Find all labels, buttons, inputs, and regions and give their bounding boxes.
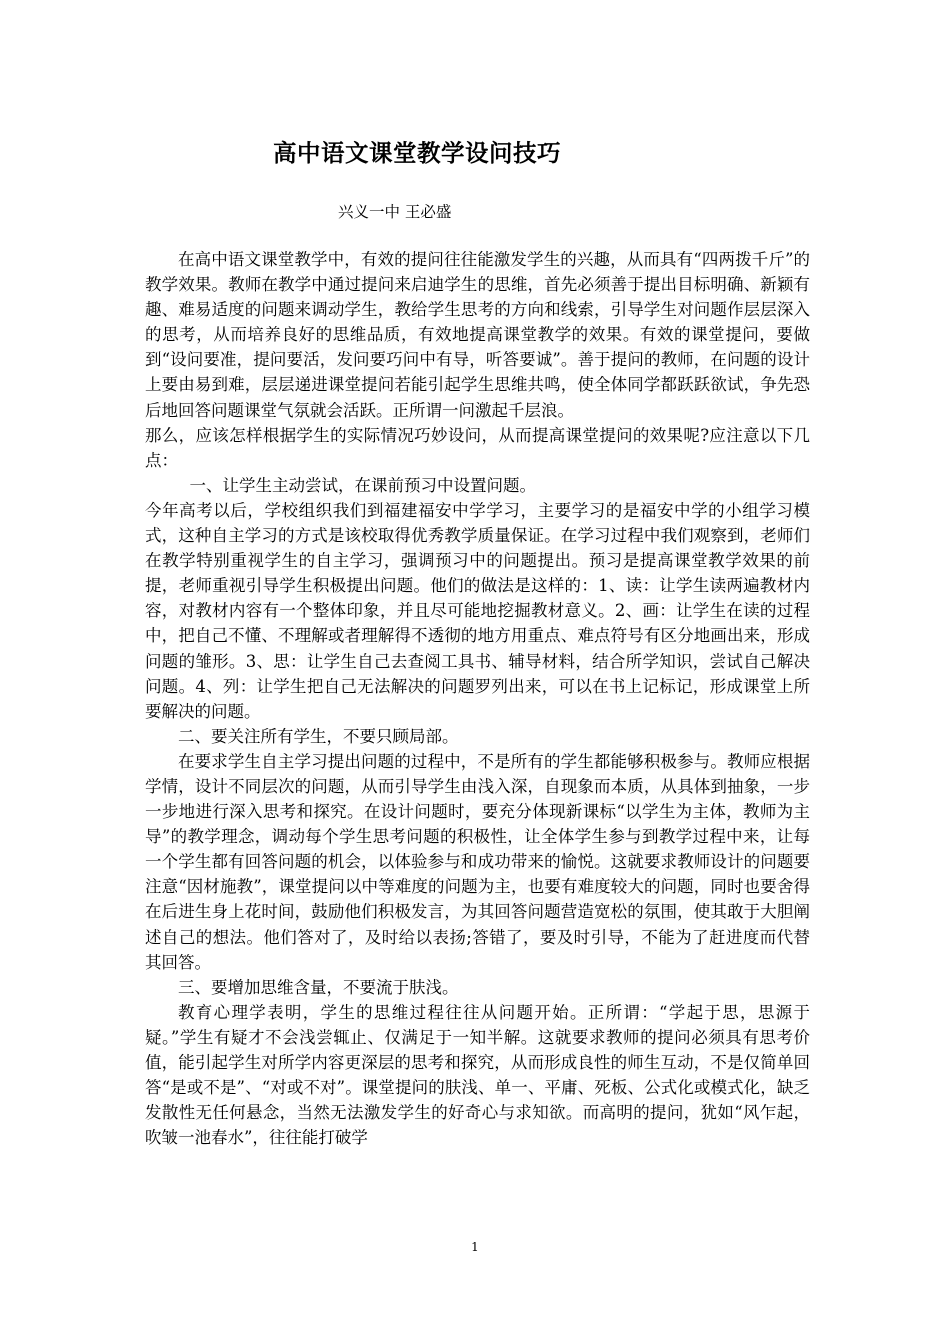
- section-heading-3: 三、要增加思维含量，不要流于肤浅。: [178, 977, 459, 997]
- author-line: 兴义一中 王必盛: [338, 203, 452, 221]
- document-body: [145, 247, 810, 1150]
- paragraph-section-2: 在要求学生自主学习提出问题的过程中，不是所有的学生都能够积极参与。教师应根据学情，设计不同层次的问题，从而引导学生由浅入深，自现象而本质，从具体到抽象，一步一步地进行深入思考和探究。在设计问题时，要充分体现新课标“以学生为主体，教师为主导”的教学理念，调动每个学生思考问题的积极性，让全体学生参与到教学过程中来，让每一个学生都有回答问题的机会，以体验参与和成功带来的愉悦。这就要求教师设计的问题要注意“因材施教”，课堂提问以中等难度的问题为主，也要有难度较大的问题，同时也要舍得在后进生身上花时间，鼓励他们积极发言，为其回答问题营造宽松的氛围，使其敢于大胆阐述自己的想法。他们答对了，及时给以表扬;答错了，要及时引导，不能为了赶进度而代替其回答。: [145, 751, 810, 972]
- page-number: 1: [471, 1240, 479, 1254]
- section-heading-1: 一、让学生主动尝试，在课前预习中设置问题。: [189, 475, 537, 495]
- document-title: 高中语文课堂教学设问技巧: [273, 139, 561, 167]
- section-heading-2: 二、要关注所有学生，不要只顾局部。: [178, 726, 459, 746]
- paragraph-section-3: 教育心理学表明，学生的思维过程往往从问题开始。正所谓：“学起于思，思源于疑。”学生有疑才不会浅尝辄止、仅满足于一知半解。这就要求教师的提问必须具有思考价值，能引起学生对所学内容更深层的思考和探究，从而形成良性的师生互动，不是仅简单回答“是或不是”、“对或不对”。课堂提问的肤浅、单一、平庸、死板、公式化或模式化，缺乏发散性无任何悬念，当然无法激发学生的好奇心与求知欲。而高明的提问，犹如“风乍起，吹皱一池春水”，往往能打破学: [145, 1002, 810, 1148]
- paragraph-section-1: 今年高考以后，学校组织我们到福建福安中学学习，主要学习的是福安中学的小组学习模式，这种自主学习的方式是该校取得优秀教学质量保证。在学习过程中我们观察到，老师们在教学特别重视学生的自主学习，强调预习中的问题提出。预习是提高课堂教学效果的前提，老师重视引导学生积极提出问题。他们的做法是这样的：1、读：让学生读两遍教材内容，对教材内容有一个整体印象，并且尽可能地挖掘教材意义。2、画：让学生在读的过程中，把自己不懂、不理解或者理解得不透彻的地方用重点、难点符号有区分地画出来，形成问题的雏形。3、思：让学生自己去查阅工具书、辅导材料，结合所学知识，尝试自己解决问题。4、列：让学生把自己无法解决的问题罗列出来，可以在书上记标记，形成课堂上所要解决的问题。: [145, 500, 810, 721]
- paragraph-intro: 在高中语文课堂教学中，有效的提问往往能激发学生的兴趣，从而具有“四两拨千斤”的教学效果。教师在教学中通过提问来启迪学生的思维，首先必须善于提出目标明确、新颖有趣、难易适度的问题来调动学生，教给学生思考的方向和线索，引导学生对问题作层层深入的思考，从而培养良好的思维品质，有效地提高课堂教学的效果。有效的课堂提问，要做到“设问要准，提问要活，发问要巧问中有导，听答要诚”。善于提问的教师，在问题的设计上要由易到难，层层递进课堂提问若能引起学生思维共鸣，使全体同学都跃跃欲试，争先恐后地回答问题课堂气氛就会活跃。正所谓一问激起千层浪。: [145, 250, 810, 420]
- paragraph-question: 那么，应该怎样根据学生的实际情况巧妙设问，从而提高课堂提问的效果呢?应注意以下几点：: [145, 425, 810, 470]
